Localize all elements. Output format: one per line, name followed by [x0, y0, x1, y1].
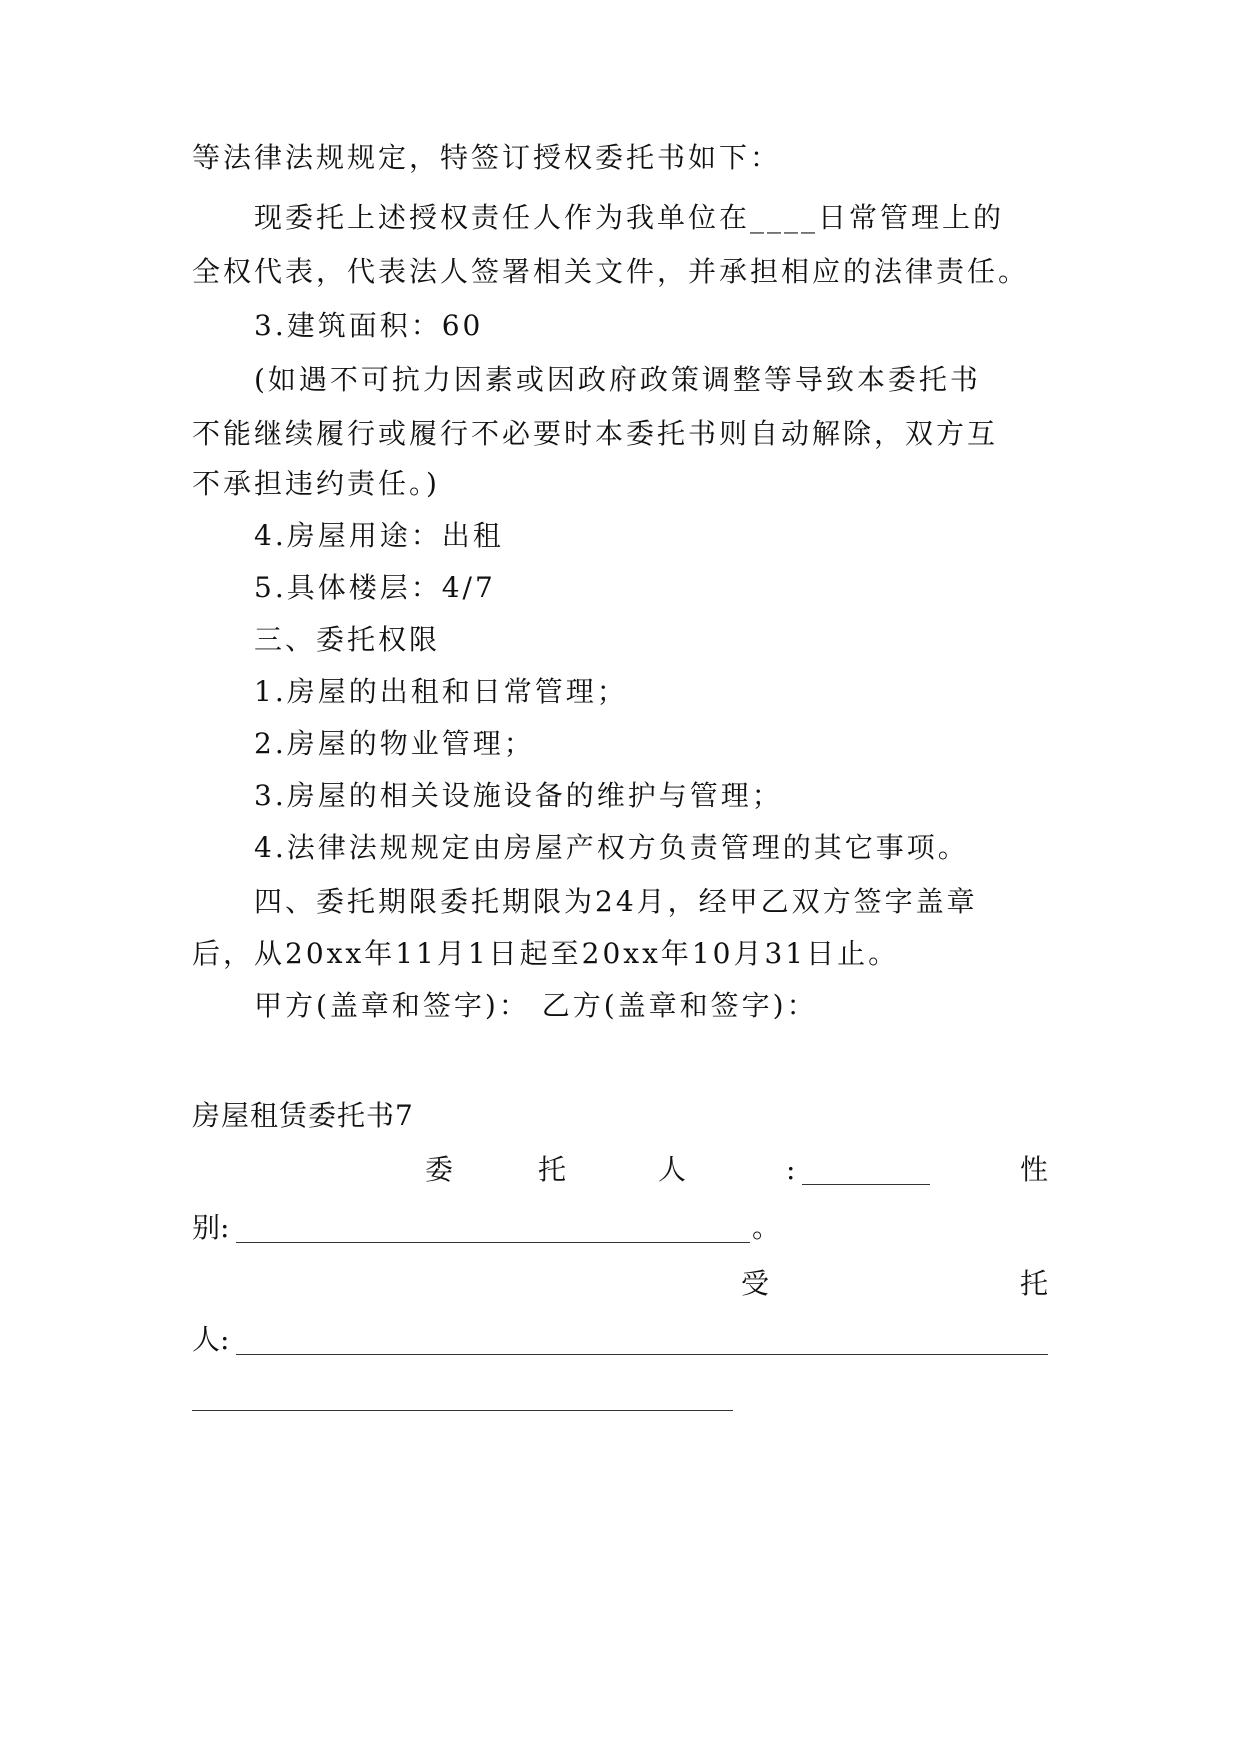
term-dates: 后，从20xx年11月1日起至20xx年10月31日止。 — [192, 937, 900, 970]
signature-line: 甲方(盖章和签字)： 乙方(盖章和签字)： — [254, 989, 818, 1022]
item-building-area: 3.建筑面积：60 — [254, 309, 484, 342]
trustee-char-2: 托 — [1020, 1267, 1049, 1300]
trustee-blank — [236, 1354, 1048, 1355]
gender-label: 别: — [192, 1211, 230, 1244]
gender-end: 。 — [752, 1211, 781, 1244]
authority-item-2: 2.房屋的物业管理； — [254, 727, 535, 760]
paragraph-force-majeure-end: 不承担违约责任。) — [192, 467, 440, 500]
client-char-1: 委 — [425, 1153, 454, 1186]
client-char-3: 人 — [658, 1153, 687, 1186]
section-title: 房屋租赁委托书7 — [192, 1099, 414, 1132]
authority-item-1: 1.房屋的出租和日常管理； — [254, 675, 628, 708]
client-colon: : — [786, 1153, 796, 1186]
item-house-use: 4.房屋用途：出租 — [254, 519, 504, 552]
paragraph-intro: 等法律法规规定，特签订授权委托书如下： — [192, 141, 782, 174]
authority-item-4: 4.法律法规规定由房屋产权方负责管理的其它事项。 — [254, 831, 969, 864]
client-name-blank — [802, 1184, 930, 1185]
client-char-2: 托 — [538, 1153, 567, 1186]
authority-item-3: 3.房屋的相关设施设备的维护与管理； — [254, 779, 783, 812]
section-authority: 三、委托权限 — [254, 623, 441, 656]
gender-char: 性 — [1020, 1153, 1049, 1186]
paragraph-force-majeure: (如遇不可抗力因素或因政府政策调整等导致本委托书 — [254, 363, 981, 396]
paragraph-delegation-cont: 全权代表，代表法人签署相关文件，并承担相应的法律责任。 — [192, 255, 1030, 288]
trustee-label: 人: — [192, 1323, 230, 1356]
paragraph-delegation: 现委托上述授权责任人作为我单位在____日常管理上的 — [254, 201, 1005, 234]
trustee-char-1: 受 — [741, 1267, 770, 1300]
trustee-blank-continued — [192, 1410, 733, 1411]
item-floor: 5.具体楼层：4/7 — [254, 571, 496, 604]
gender-blank — [236, 1242, 750, 1243]
paragraph-force-majeure-cont: 不能继续履行或履行不必要时本委托书则自动解除，双方互 — [192, 417, 999, 450]
section-term: 四、委托期限委托期限为24月，经甲乙双方签字盖章 — [254, 885, 978, 918]
